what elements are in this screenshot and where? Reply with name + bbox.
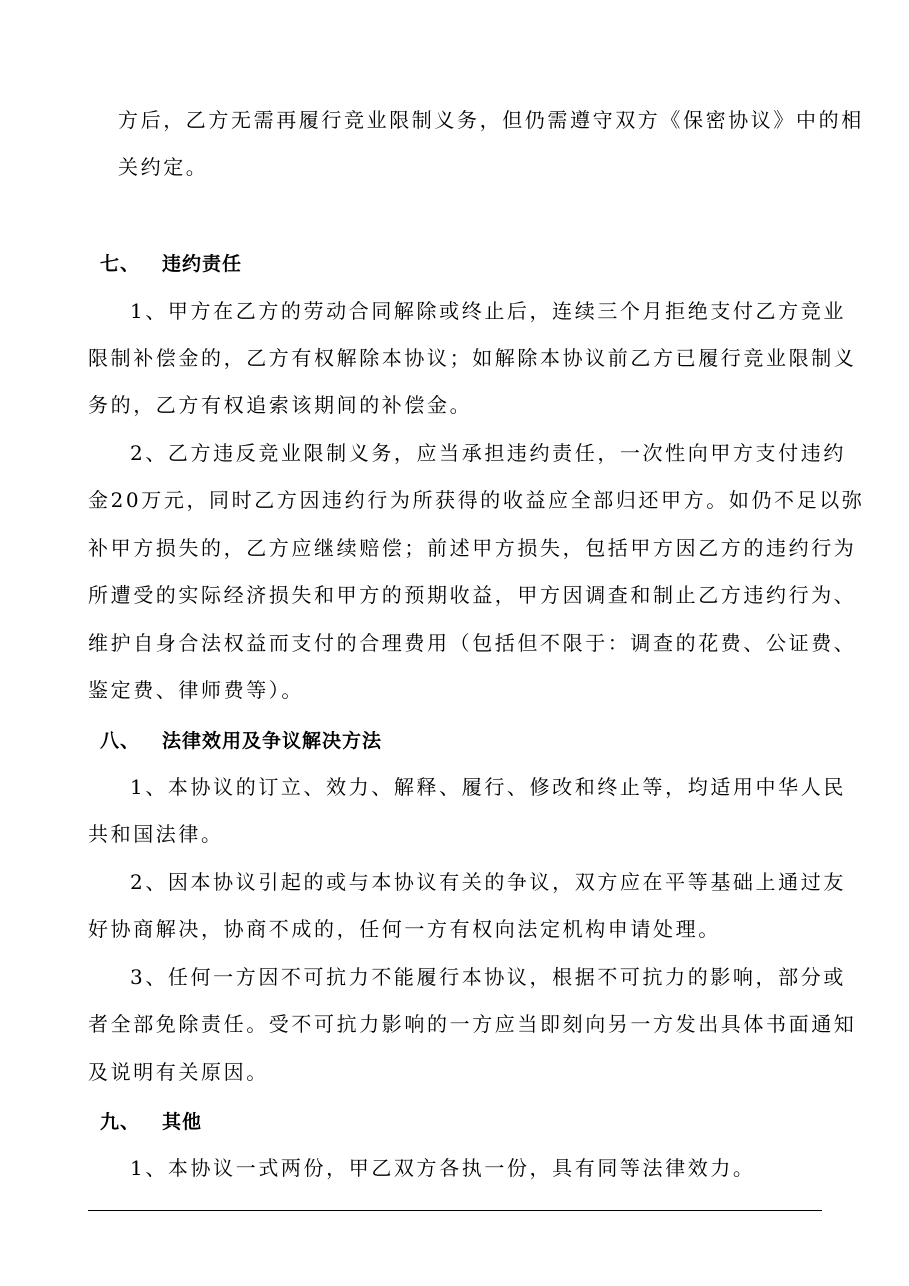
footer-divider [88,1210,822,1211]
paragraph-line: 共和国法律。 [88,822,224,846]
section-heading [100,729,382,753]
paragraph-line: 金20万元，同时乙方因违约行为所获得的收益应全部归还甲方。如仍不足以弥 [88,488,865,512]
section-title: 违约责任 [162,253,243,275]
paragraph-line: 所遭受的实际经济损失和甲方的预期收益，甲方因调查和制止乙方违约行为、 [88,583,857,607]
section-heading [100,1110,202,1134]
paragraph-line: 1、本协议一式两份，甲乙双方各执一份，具有同等法律效力。 [130,1156,756,1180]
paragraph-line: 者全部免除责任。受不可抗力影响的一方应当即刻向另一方发出具体书面通知 [88,1012,857,1036]
paragraph-line: 方后，乙方无需再履行竞业限制义务，但仍需遵守双方《保密协议》中的相 [118,108,864,132]
paragraph-line: 1、本协议的订立、效力、解释、履行、修改和终止等，均适用中华人民 [130,775,846,799]
section-title: 其他 [162,1111,203,1133]
paragraph-line: 及说明有关原因。 [88,1060,269,1084]
section-heading [100,252,242,276]
paragraph-line: 2、因本协议引起的或与本协议有关的争议，双方应在平等基础上通过友 [130,870,846,894]
paragraph-line: 补甲方损失的，乙方应继续赔偿；前述甲方损失，包括甲方因乙方的违约行为 [88,536,857,560]
paragraph-line: 3、任何一方因不可抗力不能履行本协议，根据不可抗力的影响，部分或 [130,965,846,989]
paragraph-line: 鉴定费、律师费等）。 [88,678,304,702]
paragraph-line: 好协商解决，协商不成的，任何一方有权向法定机构申请处理。 [88,917,721,941]
paragraph-line: 关约定。 [118,155,209,179]
paragraph-line: 1、甲方在乙方的劳动合同解除或终止后，连续三个月拒绝支付乙方竞业 [130,299,846,323]
paragraph-line: 务的，乙方有权追索该期间的补偿金。 [88,393,473,417]
paragraph-line: 2、乙方违反竞业限制义务，应当承担违约责任，一次性向甲方支付违约 [130,441,846,465]
section-number: 七、 [100,253,141,275]
section-title: 法律效用及争议解决方法 [162,730,383,752]
paragraph-line: 限制补偿金的，乙方有权解除本协议；如解除本协议前乙方已履行竞业限制义 [88,346,857,370]
paragraph-line: 维护自身合法权益而支付的合理费用（包括但不限于：调查的花费、公证费、 [88,631,857,655]
section-number: 九、 [100,1111,141,1133]
section-number: 八、 [100,730,141,752]
